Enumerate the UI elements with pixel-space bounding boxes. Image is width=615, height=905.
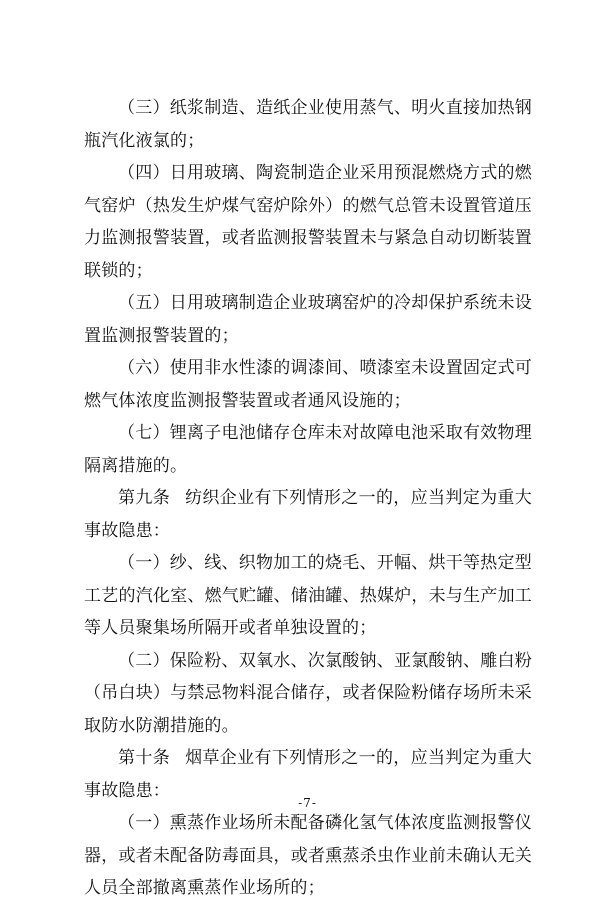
paragraph-item-7: [84, 417, 532, 482]
article-10-item-1: [84, 807, 532, 905]
article-9-item-1: [84, 547, 532, 645]
paragraph-item-5: [84, 287, 532, 352]
article-text: 纺织企业有下列情形之一的，应当判定为重大事故隐患：: [84, 488, 532, 541]
paragraph-text: （二）保险粉、双氧水、次氯酸钠、亚氯酸钠、雕白粉（吊白块）与禁忌物料混合储存，或者保险粉储存场所未采取防水防潮措施的。: [84, 650, 532, 736]
paragraph-item-6: [84, 352, 532, 417]
page-number: -7-: [298, 796, 317, 810]
article-label: 第十条: [118, 748, 171, 768]
paragraph-text: （一）熏蒸作业场所未配备磷化氢气体浓度监测报警仪器，或者未配备防毒面具，或者熏蒸杀虫作业前未确认无关人员全部撤离熏蒸作业场所的；: [84, 813, 532, 898]
article-text: 烟草企业有下列情形之一的，应当判定为重大事故隐患：: [84, 748, 532, 801]
paragraph-item-4: [84, 157, 532, 287]
paragraph-text: （一）纱、线、织物加工的烧毛、开幅、烘干等热定型工艺的汽化室、燃气贮罐、储油罐、热媒炉，未与生产加工等人员聚集场所隔开或者单独设置的；: [84, 553, 532, 638]
paragraph-text: （五）日用玻璃制造企业玻璃窑炉的冷却保护系统未设置监测报警装置的；: [84, 293, 532, 346]
paragraph-text: （六）使用非水性漆的调漆间、喷漆室未设置固定式可燃气体浓度监测报警装置或者通风设施的；: [84, 358, 532, 411]
article-9-item-2: [84, 645, 532, 743]
article-label: 第九条: [118, 488, 171, 508]
paragraph-text: （七）锂离子电池储存仓库未对故障电池采取有效物理隔离措施的。: [84, 423, 532, 476]
document-body: [84, 92, 532, 905]
paragraph-text: （三）纸浆制造、造纸企业使用蒸气、明火直接加热钢瓶汽化液氯的；: [84, 98, 532, 151]
paragraph-text: （四）日用玻璃、陶瓷制造企业采用预混燃烧方式的燃气窑炉（热发生炉煤气窑炉除外）的燃气总管未设置管道压力监测报警装置，或者监测报警装置未与紧急自动切断装置联锁的；: [84, 163, 532, 281]
paragraph-item-3: [84, 92, 532, 157]
article-9: [84, 482, 532, 547]
